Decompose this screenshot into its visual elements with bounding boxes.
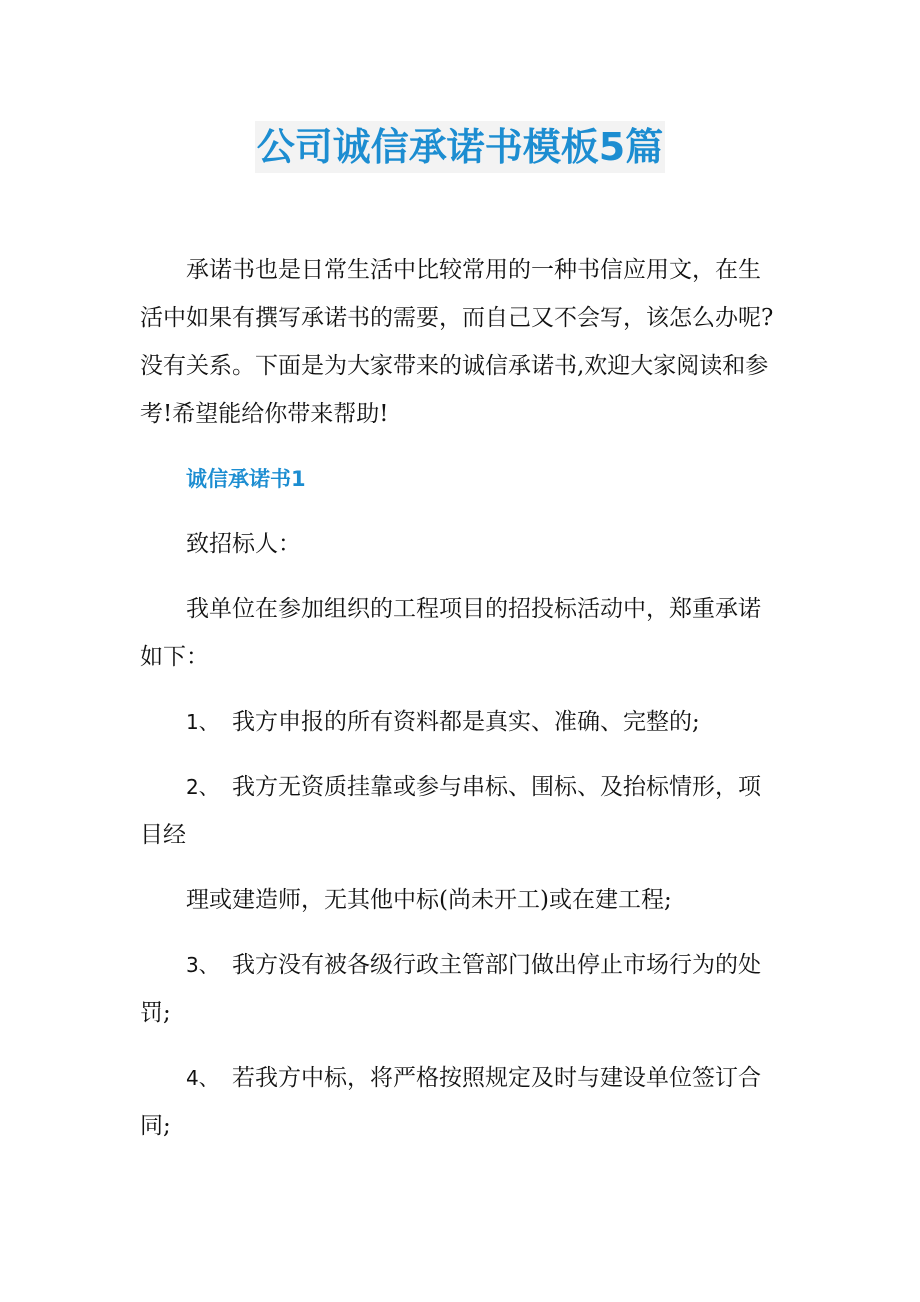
list-item-2-continued (140, 876, 778, 924)
intro-paragraph: 承诺书也是日常生活中比较常用的一种书信应用文，在生活中如果有撰写承诺书的需要，而自己又不会写，该怎么办呢?没有关系。下面是为大家带来的诚信承诺书,欢迎大家阅读和参考!希望能给你带来帮助! (140, 257, 774, 427)
list-item-1 (140, 698, 778, 746)
list-item-text: 我方申报的所有资料都是真实、准确、完整的; (232, 709, 700, 735)
list-item-text: 若我方中标，将严格按照规定及时与建设单位签订合同; (140, 1065, 761, 1139)
list-item-3 (140, 941, 778, 1037)
list-item-number: 4、 (186, 1066, 219, 1090)
list-item-number: 3、 (186, 953, 219, 977)
document-body (140, 246, 778, 1150)
salutation: 致招标人： (186, 531, 301, 557)
section-heading: 诚信承诺书1 (186, 467, 306, 491)
list-item-number: 1、 (186, 710, 219, 734)
list-item-text: 我方没有被各级行政主管部门做出停止市场行为的处罚; (140, 952, 761, 1026)
title-container (0, 121, 920, 173)
list-item-4 (140, 1054, 778, 1150)
list-item-2 (140, 763, 778, 859)
list-item-text: 我方无资质挂靠或参与串标、围标、及抬标情形，项目经 (140, 774, 761, 848)
statement-paragraph: 我单位在参加组织的工程项目的招投标活动中，郑重承诺如下： (140, 596, 761, 670)
document-title: 公司诚信承诺书模板5篇 (255, 121, 665, 173)
list-item-number: 2、 (186, 775, 219, 799)
list-item-text: 理或建造师，无其他中标(尚未开工)或在建工程; (186, 887, 672, 913)
